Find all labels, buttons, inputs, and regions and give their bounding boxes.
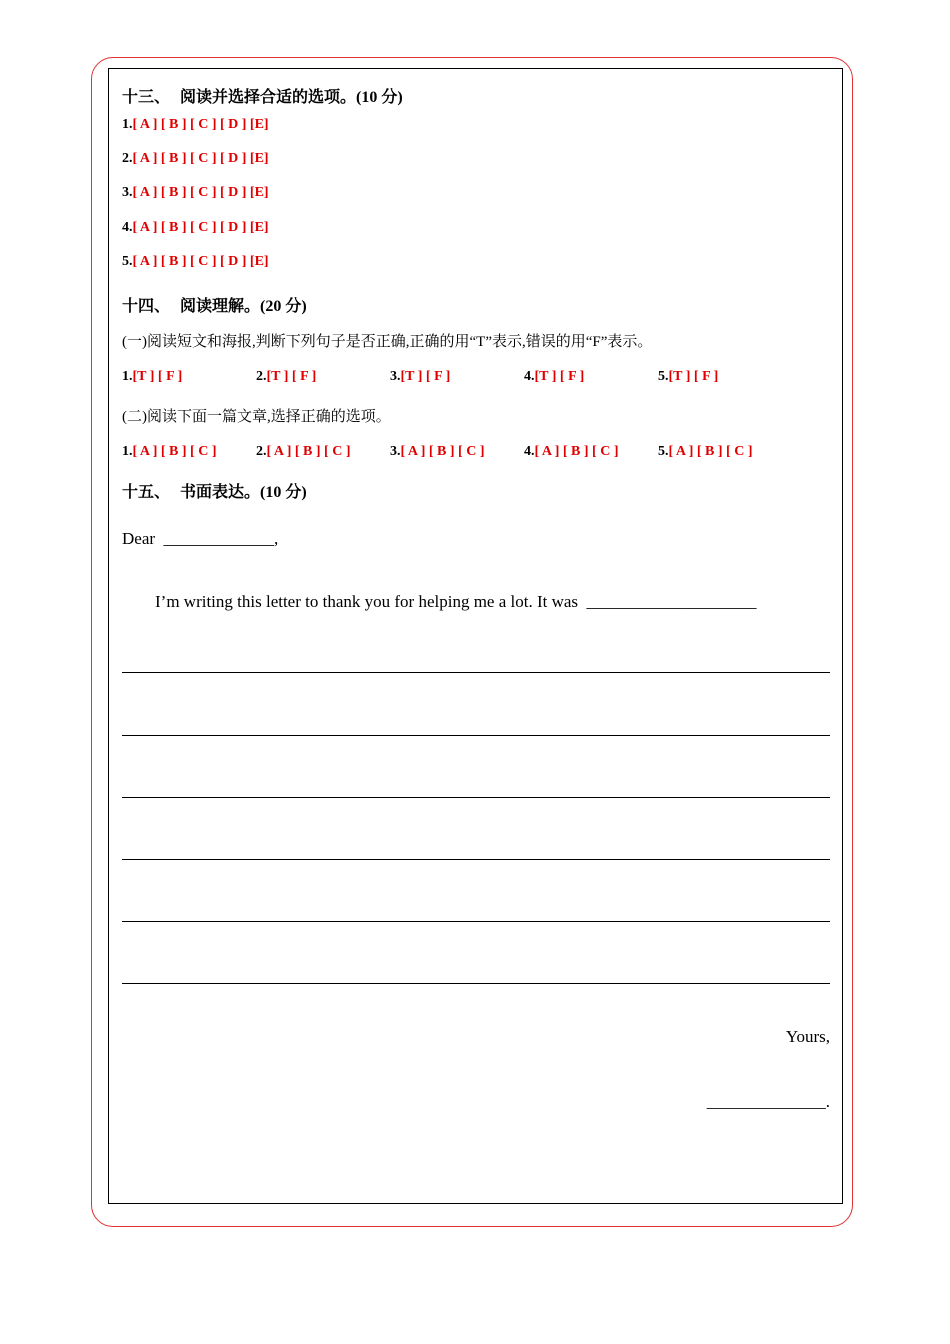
writing-line-6[interactable] — [122, 983, 830, 984]
signature-blank[interactable]: ______________. — [706, 1092, 830, 1111]
writing-line-5[interactable] — [122, 921, 830, 922]
s14-part2-item-5[interactable]: 5.[ A ] [ B ] [ C ] — [658, 444, 753, 459]
s14-part1-item-3[interactable]: 3.[T ] [ F ] — [390, 369, 451, 384]
letter-closing: Yours, — [785, 1027, 830, 1046]
section-15-title: 十五、 书面表达。(10 分) — [122, 484, 307, 501]
s14-part1-item-4[interactable]: 4.[T ] [ F ] — [524, 369, 585, 384]
s14-part2-instruction: (二)阅读下面一篇文章,选择正确的选项。 — [122, 409, 391, 425]
letter-greeting: Dear _____________, — [122, 529, 279, 548]
writing-line-4[interactable] — [122, 859, 830, 860]
section-13-title: 十三、 阅读并选择合适的选项。(10 分) — [122, 89, 403, 106]
s13-row-5[interactable]: 5.[ A ] [ B ] [ C ] [ D ] [E] — [122, 254, 269, 269]
s14-part1-item-5[interactable]: 5.[T ] [ F ] — [658, 369, 719, 384]
letter-opening: I’m writing this letter to thank you for helping me a lot. It was ____________________ — [155, 592, 757, 611]
s14-part1-item-1[interactable]: 1.[T ] [ F ] — [122, 369, 183, 384]
opening-blank[interactable]: ____________________ — [586, 592, 757, 611]
s14-part2-item-3[interactable]: 3.[ A ] [ B ] [ C ] — [390, 444, 485, 459]
s14-part2-item-1[interactable]: 1.[ A ] [ B ] [ C ] — [122, 444, 217, 459]
s13-row-1[interactable]: 1.[ A ] [ B ] [ C ] [ D ] [E] — [122, 117, 269, 132]
s13-row-3[interactable]: 3.[ A ] [ B ] [ C ] [ D ] [E] — [122, 185, 269, 200]
s13-row-2[interactable]: 2.[ A ] [ B ] [ C ] [ D ] [E] — [122, 151, 269, 166]
section-14-title: 十四、 阅读理解。(20 分) — [122, 298, 307, 315]
answer-sheet-inner-frame — [108, 68, 843, 1204]
writing-line-1[interactable] — [122, 672, 830, 673]
s14-part1-instruction: (一)阅读短文和海报,判断下列句子是否正确,正确的用“T”表示,错误的用“F”表示。 — [122, 334, 653, 350]
writing-line-3[interactable] — [122, 797, 830, 798]
recipient-blank[interactable]: _____________, — [163, 529, 279, 548]
s13-row-4[interactable]: 4.[ A ] [ B ] [ C ] [ D ] [E] — [122, 220, 269, 235]
writing-line-2[interactable] — [122, 735, 830, 736]
s14-part2-item-4[interactable]: 4.[ A ] [ B ] [ C ] — [524, 444, 619, 459]
s14-part1-item-2[interactable]: 2.[T ] [ F ] — [256, 369, 317, 384]
s14-part2-item-2[interactable]: 2.[ A ] [ B ] [ C ] — [256, 444, 351, 459]
